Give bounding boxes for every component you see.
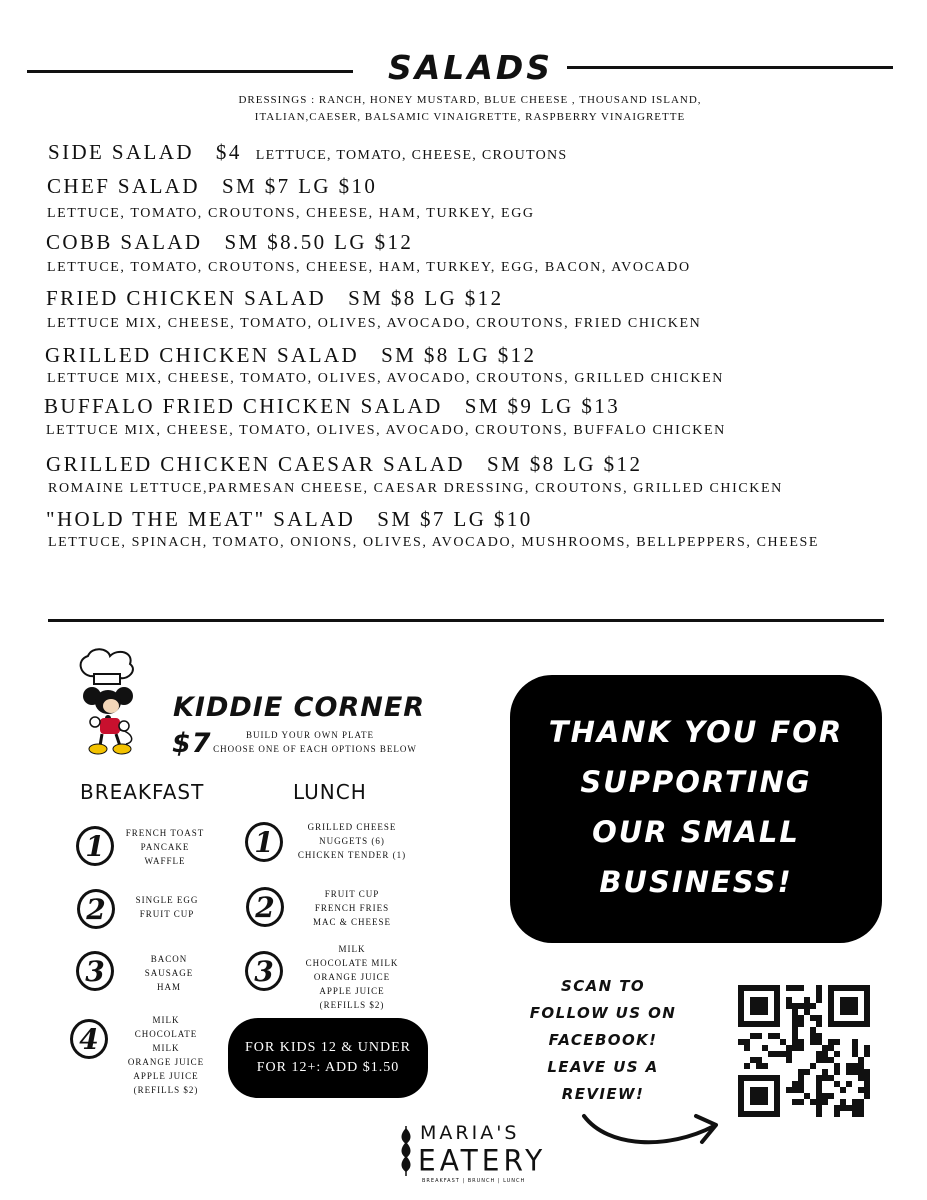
thank-you-box bbox=[510, 675, 882, 943]
salad-price: SM $7 LG $10 bbox=[221, 174, 378, 198]
kiddie-sub-1: BUILD YOUR OWN PLATE bbox=[246, 730, 374, 740]
breakfast-option-4: MILK CHOCOLATE MILK ORANGE JUICE APPLE JUICE (REFILLS $2) bbox=[127, 1015, 205, 1095]
breakfast-option-1: FRENCH TOAST PANCAKE WAFFLE bbox=[125, 828, 205, 866]
breakfast-option-3: BACON SAUSAGE HAM bbox=[144, 954, 194, 992]
salad-desc-chef: LETTUCE, TOMATO, CROUTONS, CHEESE, HAM, TURKEY, EGG bbox=[47, 206, 535, 221]
marias-eatery-logo bbox=[396, 1122, 547, 1192]
breakfast-label: BREAKFAST bbox=[80, 780, 205, 804]
qr-code-icon[interactable] bbox=[738, 985, 870, 1117]
lunch-label: LUNCH bbox=[293, 780, 367, 804]
salad-price: SM $8.50 LG $12 bbox=[224, 230, 414, 254]
logo-line-1: MARIA'S bbox=[420, 1122, 520, 1144]
breakfast-option-2-icon: 2 bbox=[77, 889, 115, 929]
salad-item-buffalo bbox=[44, 394, 620, 419]
kids-age-line-2: FOR 12+: ADD $1.50 bbox=[256, 1060, 400, 1075]
breakfast-option-2: SINGLE EGG FRUIT CUP bbox=[135, 895, 199, 919]
lunch-option-1: GRILLED CHEESE NUGGETS (6) CHICKEN TENDER (1) bbox=[297, 822, 407, 860]
salad-item-side bbox=[48, 140, 568, 165]
salad-name: "HOLD THE MEAT" SALAD bbox=[46, 507, 356, 531]
lunch-option-2-icon: 2 bbox=[246, 887, 284, 927]
lunch-option-3: MILK CHOCOLATE MILK ORANGE JUICE APPLE JUICE (REFILLS $2) bbox=[305, 944, 399, 1010]
salad-item-hold-the-meat bbox=[46, 507, 533, 532]
thanks-line-3: OUR SMALL bbox=[592, 815, 800, 849]
salad-name: SIDE SALAD bbox=[48, 140, 194, 164]
salad-item-caesar bbox=[46, 452, 642, 477]
salad-name: GRILLED CHICKEN CAESAR SALAD bbox=[46, 452, 465, 476]
salad-item-cobb bbox=[46, 230, 413, 255]
salad-price: $4 bbox=[215, 140, 242, 164]
chef-mascot-icon bbox=[62, 646, 172, 756]
lunch-option-3-icon: 3 bbox=[245, 951, 283, 991]
breakfast-option-3-icon: 3 bbox=[76, 951, 114, 991]
dressings-line-2: ITALIAN,CAESER, BALSAMIC VINAIGRETTE, RASPBERRY VINAIGRETTE bbox=[254, 111, 686, 123]
salad-name: COBB SALAD bbox=[46, 230, 203, 254]
lunch-option-2: FRUIT CUP FRENCH FRIES MAC & CHEESE bbox=[312, 889, 391, 927]
salad-desc-fried-chicken: LETTUCE MIX, CHEESE, TOMATO, OLIVES, AVOCADO, CROUTONS, FRIED CHICKEN bbox=[47, 316, 702, 331]
thanks-line-2: SUPPORTING bbox=[580, 765, 812, 799]
lunch-option-1-icon: 1 bbox=[245, 822, 283, 862]
salad-name: CHEF SALAD bbox=[47, 174, 200, 198]
salad-name: FRIED CHICKEN SALAD bbox=[46, 286, 327, 310]
dressings-line-1: DRESSINGS : RANCH, HONEY MUSTARD, BLUE CHEESE , THOUSAND ISLAND, bbox=[238, 94, 702, 106]
kiddie-sub-2: CHOOSE ONE OF EACH OPTIONS BELOW bbox=[213, 744, 417, 754]
breakfast-option-4-icon: 4 bbox=[70, 1019, 108, 1059]
breakfast-option-1-icon: 1 bbox=[76, 826, 114, 866]
kids-age-line-1: FOR KIDS 12 & UNDER bbox=[244, 1040, 411, 1055]
kiddie-title: KIDDIE CORNER bbox=[173, 692, 426, 723]
salad-item-fried-chicken bbox=[46, 286, 504, 311]
salad-desc-buffalo: LETTUCE MIX, CHEESE, TOMATO, OLIVES, AVOCADO, CROUTONS, BUFFALO CHICKEN bbox=[46, 423, 726, 438]
wheat-icon bbox=[396, 1124, 416, 1176]
salad-name: BUFFALO FRIED CHICKEN SALAD bbox=[44, 394, 443, 418]
salad-price: SM $8 LG $12 bbox=[381, 343, 537, 367]
logo-tagline: BREAKFAST | BRUNCH | LUNCH bbox=[422, 1178, 526, 1184]
section-divider bbox=[48, 619, 884, 622]
salad-desc-cobb: LETTUCE, TOMATO, CROUTONS, CHEESE, HAM, TURKEY, EGG, BACON, AVOCADO bbox=[47, 260, 691, 275]
logo-line-2: EATERY bbox=[418, 1143, 547, 1178]
salad-desc-caesar: ROMAINE LETTUCE,PARMESAN CHEESE, CAESAR DRESSING, CROUTONS, GRILLED CHICKEN bbox=[48, 481, 783, 496]
salad-desc: LETTUCE, TOMATO, CHEESE, CROUTONS bbox=[255, 148, 568, 163]
salads-rule-left bbox=[27, 70, 353, 73]
salad-item-grilled-chicken bbox=[45, 343, 536, 368]
salad-price: SM $8 LG $12 bbox=[486, 452, 643, 476]
arrow-right-icon bbox=[578, 1098, 728, 1158]
salads-title: SALADS bbox=[388, 48, 554, 87]
kiddie-price: $7 bbox=[172, 728, 212, 759]
salad-price: SM $8 LG $12 bbox=[348, 286, 504, 310]
salads-rule-right bbox=[567, 66, 893, 69]
salad-desc-hold-the-meat: LETTUCE, SPINACH, TOMATO, ONIONS, OLIVES, AVOCADO, MUSHROOMS, BELLPEPPERS, CHEESE bbox=[48, 535, 820, 550]
salad-name: GRILLED CHICKEN SALAD bbox=[45, 343, 360, 367]
thanks-line-4: BUSINESS! bbox=[599, 865, 793, 899]
thanks-line-1: THANK YOU FOR bbox=[548, 715, 844, 749]
salad-price: SM $9 LG $13 bbox=[464, 394, 621, 418]
salad-item-chef bbox=[47, 174, 377, 199]
scan-instructions: SCAN TO FOLLOW US ON FACEBOOK! LEAVE US A REVIEW! bbox=[529, 977, 677, 1103]
kids-age-badge bbox=[228, 1018, 428, 1098]
salad-price: SM $7 LG $10 bbox=[377, 507, 533, 531]
salad-desc-grilled-chicken: LETTUCE MIX, CHEESE, TOMATO, OLIVES, AVOCADO, CROUTONS, GRILLED CHICKEN bbox=[47, 371, 724, 386]
